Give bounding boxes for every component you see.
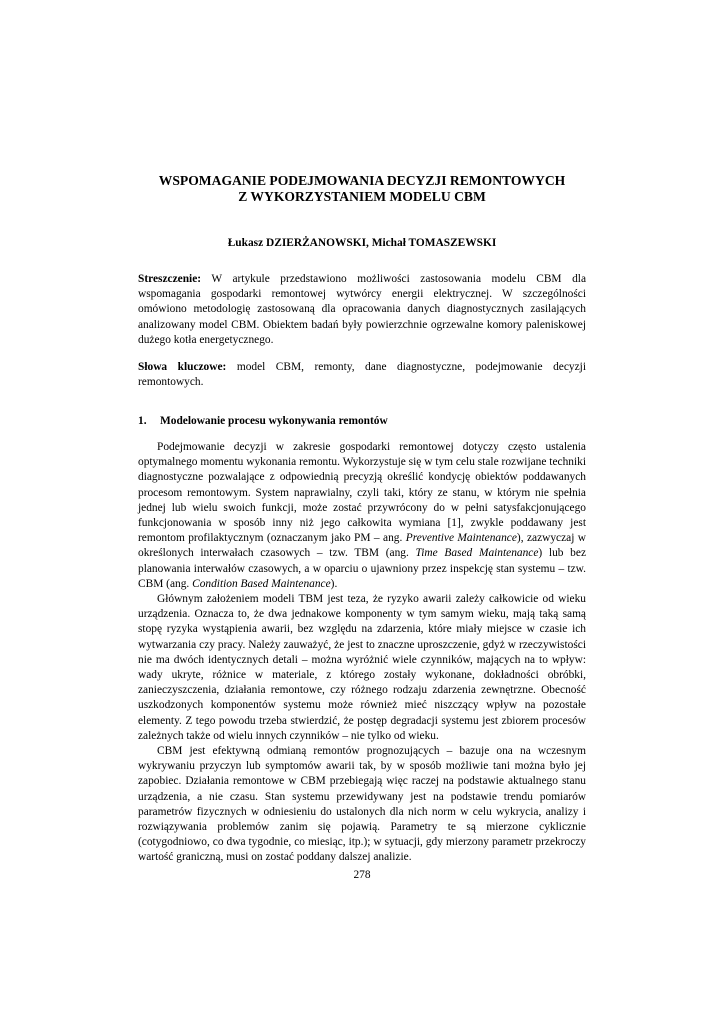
section-body <box>138 440 586 866</box>
keywords-label: Słowa kluczowe: <box>138 361 227 373</box>
paragraph-1-term-pm: Preventive Maintenance <box>405 532 517 545</box>
authors: Łukasz DZIERŻANOWSKI, Michał TOMASZEWSKI <box>227 237 497 249</box>
paragraph-1-text-e: ) lub bez planowania interwałów czasowych, a w oparciu o ujawniony przez inspekcję stan systemu – tzw. CBM (ang. <box>138 547 586 590</box>
paragraph-1-term-tbm: Time Based Maintenance <box>415 547 539 560</box>
abstract-label: Streszczenie: <box>138 273 202 285</box>
keywords <box>138 360 586 390</box>
keywords-text: model CBM, remonty, dane diagnostyczne, podejmowanie decyzji remontowych. <box>138 361 586 389</box>
page-number: 278 <box>353 869 371 881</box>
paragraph-1-text-g: ). <box>330 577 338 590</box>
paragraph-1-term-cbm: Condition Based Maintenance <box>192 577 331 590</box>
section-title: Modelowanie procesu wykonywania remontów <box>160 415 388 427</box>
section-number: 1. <box>138 415 147 427</box>
title-line-2: Z WYKORZYSTANIEM MODELU CBM <box>238 189 486 204</box>
abstract <box>138 272 586 348</box>
title-line-1: WSPOMAGANIE PODEJMOWANIA DECYZJI REMONTOWYCH <box>158 173 566 188</box>
abstract-text: W artykule przedstawiono możliwości zastosowania modelu CBM dla wspomagania gospodarki remontowej wytwórcy energii elektrycznej. W szczególności omówiono metodologię zastosowaną dla opracowania danych diagnostycznych zasilających analizowany model CBM. Obiektem badań były powierzchnie ogrzewalne komory paleniskowej dużego kotła energetycznego. <box>138 273 586 346</box>
paragraph-1-text-a: Podejmowanie decyzji w zakresie gospodarki remontowej dotyczy często ustalenia optymalnego momentu wykonania remontu. Wykorzystuje się w tym celu stale rozwijane techniki diagnostyczne pozwalające z odpowiednią precyzją określić kondycję obiektów poddawanych procesom remontowym. System naprawialny, czyli taki, który ze stanu, w którym nie spełnia jednej lub wielu swoich funkcji, może zostać przywrócony do w pełni satysfakcjonującego funkcjonowania w sposób inny niż jego całkowita wymiana [1], zwykle poddawany jest remontom profilaktycznym (oznaczanym jako PM – ang. <box>138 441 586 545</box>
paragraph-3: CBM jest efektywną odmianą remontów prognozujących – bazuje ona na wczesnym wykrywaniu przyczyn lub symptomów awarii tak, by w sposób możliwie tani można było jej zapobiec. Działania remontowe w CBM przebiegają więc raczej na podstawie aktualnego stanu urządzenia, a nie czasu. Stan systemu przewidywany jest na podstawie trendu pomiarów parametrów fizycznych w odniesieniu do ustalonych dla nich norm w celu wykrycia, analizy i rozwiązywania problemów zanim się pojawią. Parametry te są mierzone cyklicznie (cotygodniowo, co dwa tygodnie, co miesiąc, itp.); w sytuacji, gdy mierzony parametr przekroczy wartość graniczną, musi on zostać poddany dalszej analizie. <box>138 745 586 864</box>
section-heading <box>138 414 586 429</box>
paragraph-1 <box>138 440 586 592</box>
paper-title <box>100 173 624 205</box>
paragraph-1-text-c: ), zazwyczaj w określonych interwałach czasowych – tzw. TBM (ang. <box>138 532 587 560</box>
paragraph-2: Głównym założeniem modeli TBM jest teza, że ryzyko awarii zależy całkowicie od wieku urządzenia. Oznacza to, że dwa jednakowe komponenty w tym samym wieku, mają taką samą stopę ryzyka wystąpienia awarii, bez względu na zdarzenia, które miały miejsce w czasie ich wytwarzania czy pracy. Należy zauważyć, że jest to znaczne uproszczenie, gdyż w rzeczywistości nie ma dwóch identycznych detali – można wyróżnić wiele czynników, mających na to wpływ: wady ukryte, różnice w materiale, z którego zostały wykonane, dokładności obróbki, zanieczyszczenia, działania remontowe, czy różnego rodzaju zdarzenia zewnętrzne. Obecność uszkodzonych komponentów systemu może również mieć niszczący wpływ na pozostałe elementy. Z tego powodu trzeba stwierdzić, że postęp degradacji systemu jest zbiorem procesów zależnych także od wielu innych czynników – nie tylko od wieku. <box>138 593 586 742</box>
